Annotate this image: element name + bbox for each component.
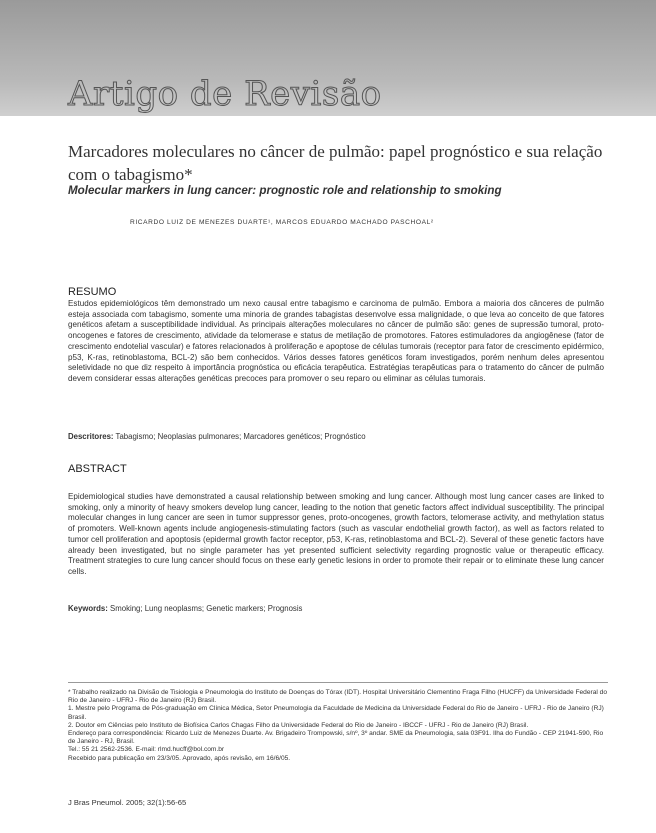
resumo-text: Estudos epidemiológicos têm demonstrado um nexo causal entre tabagismo e carcinoma de pulmão. Embora a maioria dos cânceres de pulmão esteja associada com tabagismo, somente uma minoria de grandes tabagistas desenvolve essa malignidade, o que leva ao conceito de que fatores genéticos afetam a susceptibilidade individual. As principais alterações moleculares no câncer de pulmão são: genes de supressão tumoral, proto-oncogenes e fatores de crescimento, atividade da telomerase e status de metilação de promotores. Fatores estimuladores da angiogênese (fator de crescimento endotelial vascular) e fatores relacionados à proliferação e apoptose de células tumorais (receptor para fator de crescimento epidérmico, p53, K-ras, retinoblastoma, BCL-2) são bem conhecidos. Vários desses fatores genéticos foram investigados, porém nenhum deles apresentou seletividade no que diz respeito à importância prognóstica ou eficácia terapêutica. Estratégias terapêuticas para o tratamento do câncer de pulmão devem considerar essas alterações genéticas precoces para promover o seu reparo ou eliminar as células tumorais. bbox=[68, 299, 604, 383]
keywords bbox=[68, 604, 302, 613]
abstract-text: Epidemiological studies have demonstrated a causal relationship between smoking and lung cancer. Although most lung cancer cases are linked to smoking, only a minority of heavy smokers develop lung cancer, leading to the notion that genetic factors affect individual susceptibility. The principal molecular changes in lung cancer are seen in tumor suppressor genes, proto-oncogenes, growth factors, telomerase activity, and methylation status of promoters. Well-known agents include angiogenesis-stimulating factors (such as vascular endothelial growth factor), as well as factors related to tumor cell proliferation and apoptosis (epidermal growth factor receptor, p53, K-ras, retinoblastoma and BCL-2). Several of these genetic factors have already been investigated, but no single parameter has yet presented sufficient selectivity regarding prognostic value or therapeutic efficacy. Treatment strategies to cure lung cancer should focus on these early genetic lesions in order to promote their repair or to eliminate these lung cancer cells. bbox=[68, 492, 604, 576]
footnote-address: Endereço para correspondência: Ricardo Luiz de Menezes Duarte. Av. Brigadeiro Trompowski, s/nº, 3º andar. SME da Pneumologia, sala 03F91. Ilha do Fundão - CEP 21941-590, Rio de Janeiro - RJ, Brasil. bbox=[68, 730, 604, 746]
footnote-author-1: 1. Mestre pelo Programa de Pós-graduação em Clínica Médica, Setor Pneumologia da Faculdade de Medicina da Universidade Federal do Rio de Janeiro - UFRJ - Rio de Janeiro (RJ) Brasil. bbox=[68, 705, 604, 721]
section-title: Artigo de Revisão bbox=[68, 74, 382, 114]
journal-citation: J Bras Pneumol. 2005; 32(1):56-65 bbox=[68, 798, 187, 807]
keywords-text: Smoking; Lung neoplasms; Genetic markers; Prognosis bbox=[110, 604, 303, 613]
authors: RICARDO LUIZ DE MENEZES DUARTE¹, MARCOS EDUARDO MACHADO PASCHOAL² bbox=[130, 219, 434, 226]
descritores-text: Tabagismo; Neoplasias pulmonares; Marcadores genéticos; Prognóstico bbox=[115, 432, 366, 441]
footnotes bbox=[68, 689, 608, 763]
keywords-label: Keywords: bbox=[68, 604, 108, 613]
descritores-label: Descritores: bbox=[68, 432, 114, 441]
header-band bbox=[0, 0, 656, 116]
article-title-pt: Marcadores moleculares no câncer de pulmão: papel prognóstico e sua relação com o tabagismo* bbox=[68, 142, 603, 184]
footnote-author-2: 2. Doutor em Ciências pelo Instituto de Biofísica Carlos Chagas Filho da Universidade Federal do Rio de Janeiro - IBCCF - UFRJ - Rio de Janeiro (RJ) Brasil. bbox=[68, 721, 529, 729]
article-title-en: Molecular markers in lung cancer: prognostic role and relationship to smoking bbox=[68, 184, 502, 197]
footnote-received: Recebido para publicação em 23/3/05. Aprovado, após revisão, em 16/6/05. bbox=[68, 754, 291, 762]
resumo-heading: RESUMO bbox=[68, 286, 117, 298]
footnote-contact: Tel.: 55 21 2562-2536. E-mail: rlmd.hucff@bol.com.br bbox=[68, 746, 225, 754]
footnote-institution: * Trabalho realizado na Divisão de Tisiologia e Pneumologia do Instituto de Doenças do Tórax (IDT). Hospital Universitário Clementino Fraga Filho (HUCFF) da Universidade Federal do Rio de Janeiro - UFRJ - Rio de Janeiro (RJ) Brasil. bbox=[68, 689, 607, 705]
abstract-heading: ABSTRACT bbox=[68, 463, 127, 475]
descritores bbox=[68, 432, 366, 441]
footnote-rule bbox=[68, 682, 608, 683]
